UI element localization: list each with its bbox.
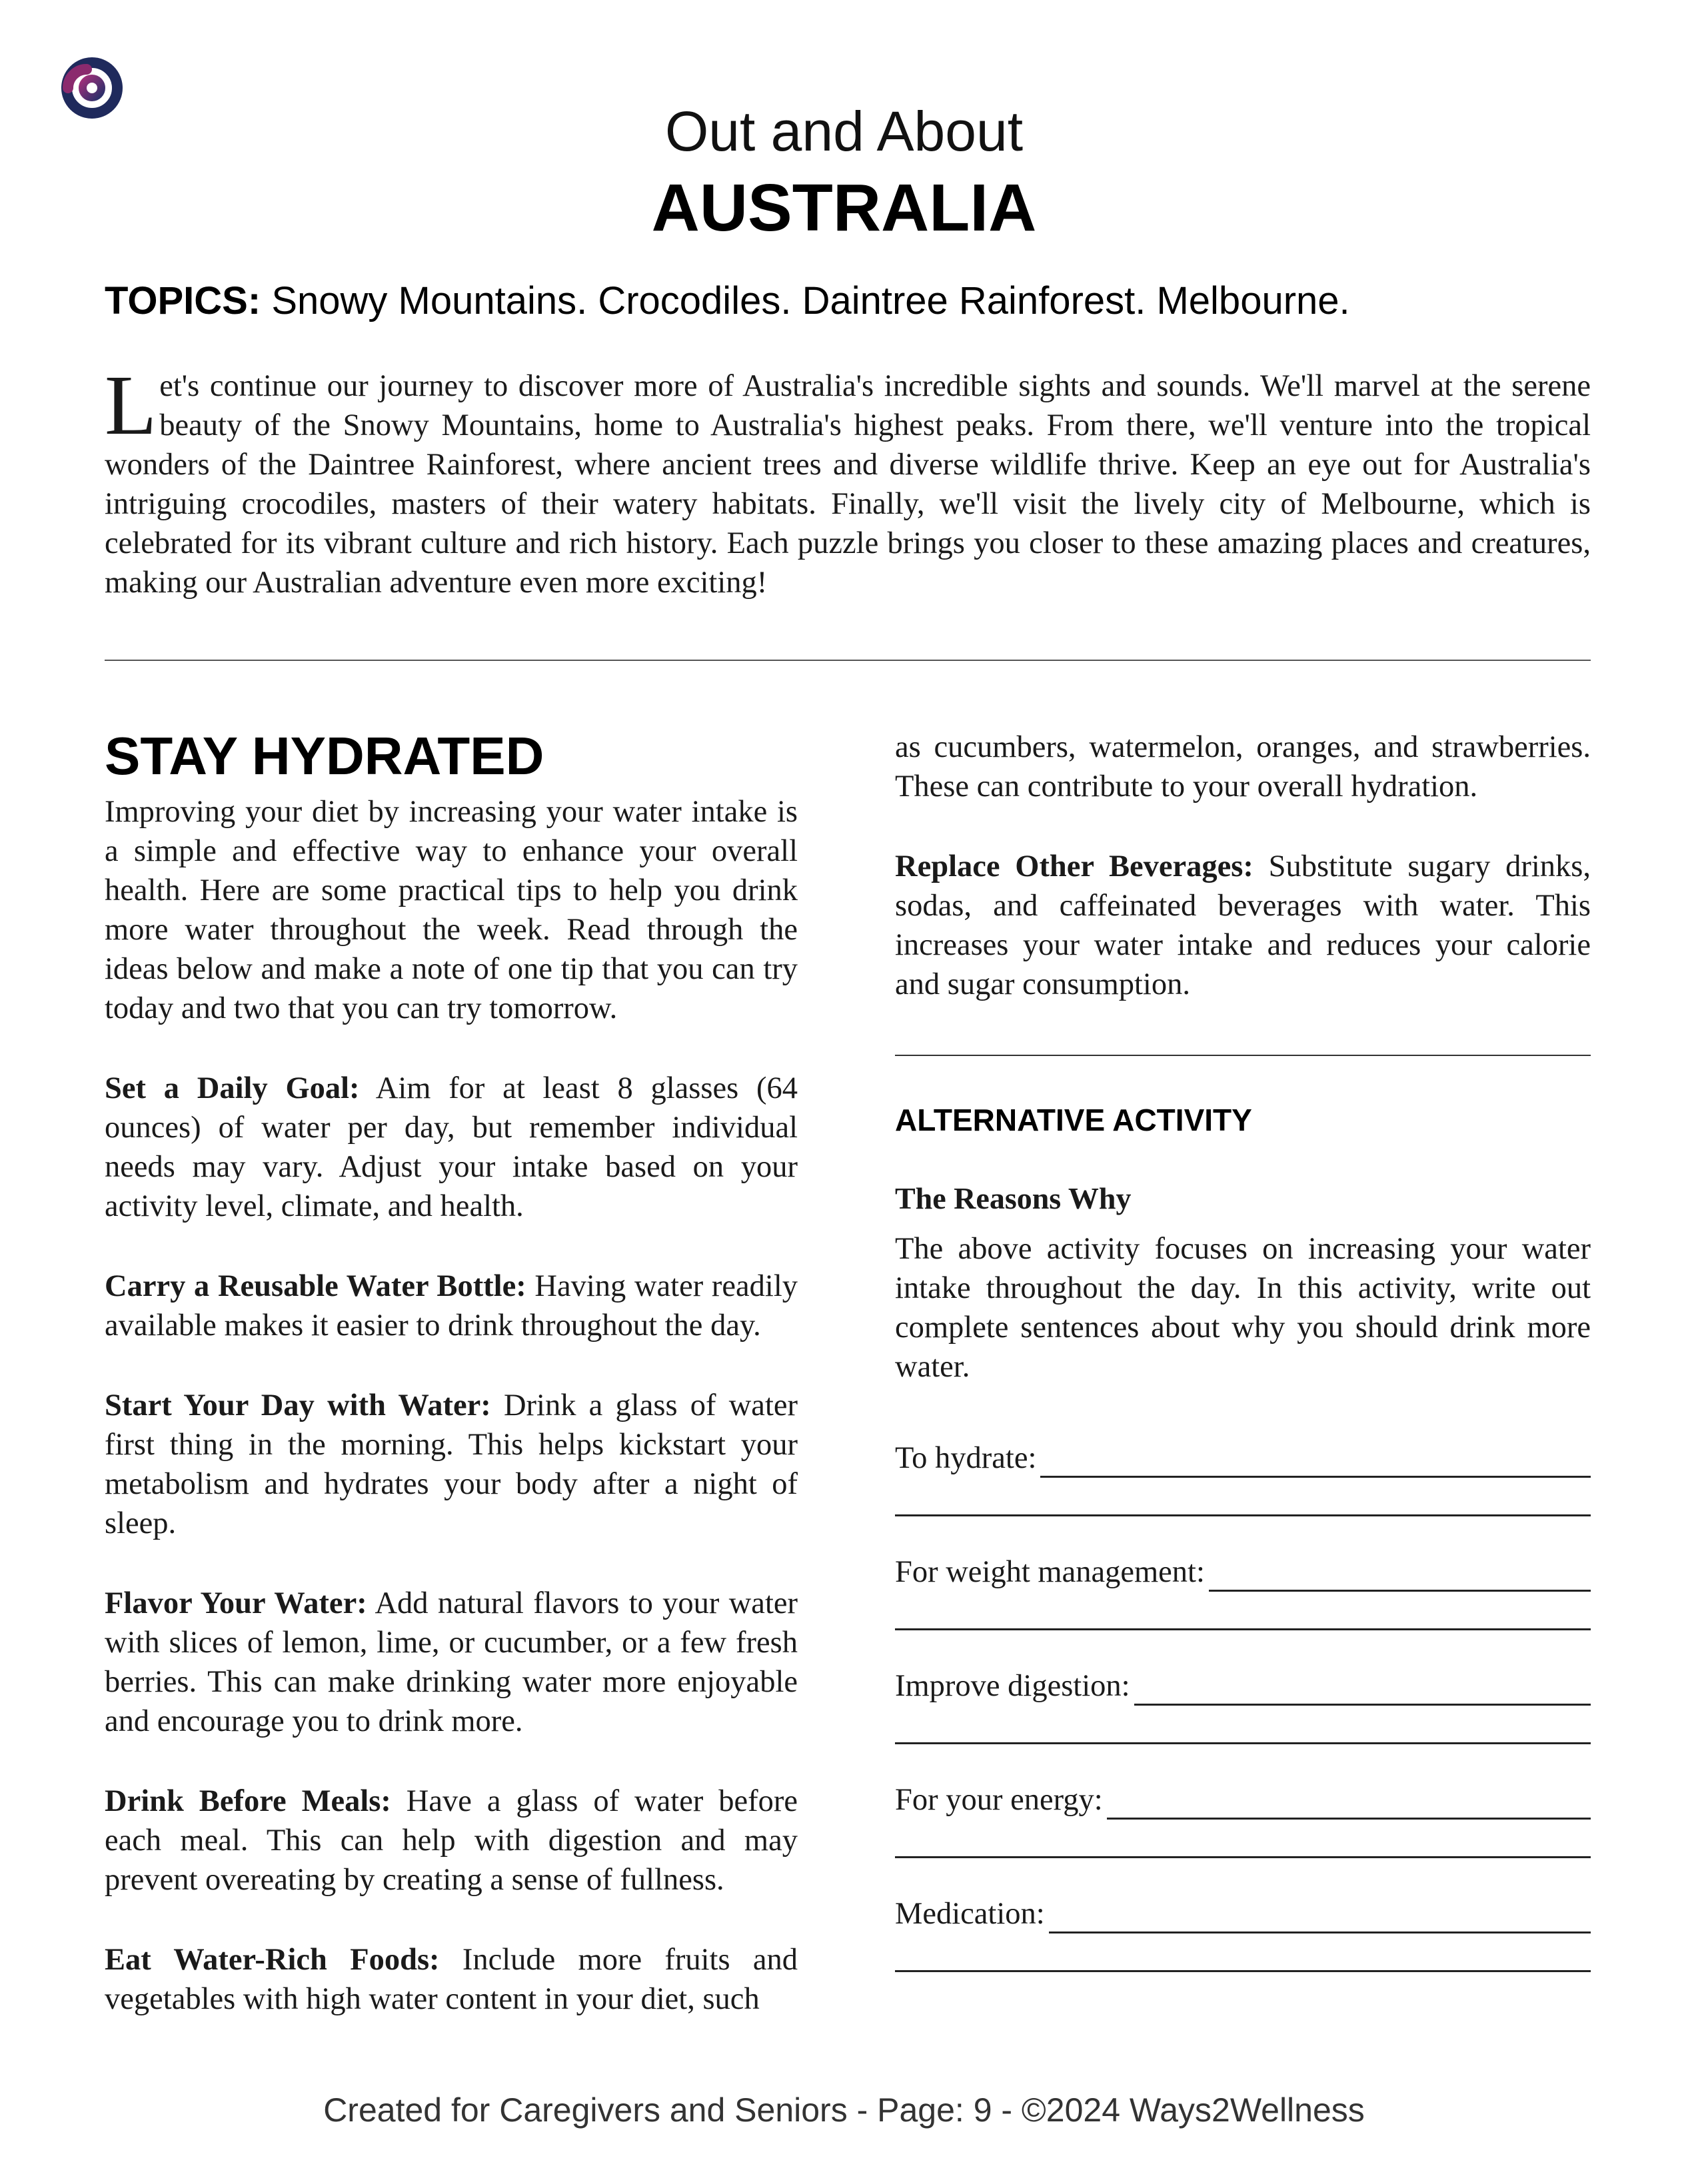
tip-text: Have a glass of water before each meal. This can help with digestion and may prevent overeating by creating a sense of fullness. [105, 1784, 798, 1897]
prompt-label: For your energy: [895, 1783, 1103, 1817]
tip-text: Include more fruits and vegetables with high water content in your diet, such [105, 1943, 798, 2016]
topics-line [105, 274, 1591, 328]
tip-label: Start Your Day with Water: [105, 1388, 491, 1422]
tip-label: Set a Daily Goal: [105, 1071, 360, 1105]
topics-text: Snowy Mountains. Crocodiles. Daintree Rainforest. Melbourne. [271, 279, 1350, 322]
tip-label: Flavor Your Water: [105, 1586, 367, 1620]
prompt-row [895, 1552, 1591, 1592]
alternative-activity-title: ALTERNATIVE ACTIVITY [895, 1103, 1252, 1137]
tip-text: Having water readily available makes it easier to drink throughout the day. [105, 1269, 798, 1343]
tip-text: Drink a glass of water first thing in the morning. This helps kickstart your metabolism and hydrates your body after a night of sleep. [105, 1388, 798, 1540]
tip-text: Aim for at least 8 glasses (64 ounces) of water per day, but remember individual needs may vary. Adjust your intake based on your activity level, climate, and health. [105, 1071, 798, 1223]
answer-line[interactable] [1107, 1790, 1591, 1820]
answer-line[interactable] [895, 1628, 1591, 1630]
tip-flavor [105, 1584, 798, 1741]
tip-before-meals [105, 1782, 798, 1900]
answer-line[interactable] [895, 1742, 1591, 1744]
answer-line[interactable] [895, 1970, 1591, 1972]
prompt-row [895, 1780, 1591, 1820]
section-divider [105, 660, 1591, 661]
intro-text: et's continue our journey to discover more of Australia's incredible sights and sounds. We'll marvel at the serene beauty of the Snowy Mountains, home to Australia's highest peaks. From there, we'll venture into the tropical wonders of the Daintree Rainforest, where ancient trees and diverse wildlife thrive. Keep an eye out for Australia's intriguing crocodiles, masters of their watery habitats. Finally, we'll visit the lively city of Melbourne, which is celebrated for its vibrant culture and rich history. Each puzzle brings you closer to these amazing places and creatures, making our Australian adventure even more exciting! [105, 369, 1591, 600]
reasons-why-title: The Reasons Why [895, 1181, 1132, 1215]
tip-daily-goal [105, 1069, 798, 1226]
answer-line[interactable] [1040, 1448, 1591, 1478]
right-column [895, 728, 1591, 1972]
column-divider [895, 1055, 1591, 1056]
tip-label: Eat Water-Rich Foods: [105, 1943, 440, 1977]
topics-label: TOPICS: [105, 279, 261, 322]
prompt-row [895, 1894, 1591, 1933]
tip-start-day [105, 1386, 798, 1543]
prompt-label: To hydrate: [895, 1441, 1037, 1475]
page-header [0, 95, 1688, 248]
tip-label: Carry a Reusable Water Bottle: [105, 1269, 526, 1303]
answer-line[interactable] [1049, 1904, 1591, 1933]
water-rich-continued: as cucumbers, watermelon, oranges, and strawberries. These can contribute to your overall hydration. [895, 730, 1591, 804]
writing-prompts [895, 1438, 1591, 1972]
tip-label: Drink Before Meals: [105, 1784, 391, 1818]
tip-water-rich-foods [105, 1940, 798, 2019]
reasons-why-text: The above activity focuses on increasing your water intake throughout the day. In this activity, write out complete sentences about why you should drink more water. [895, 1232, 1591, 1384]
prompt-label: Improve digestion: [895, 1669, 1130, 1703]
tip-text: Substitute sugary drinks, sodas, and caffeinated beverages with water. This increases your water intake and reduces your calorie and sugar consumption. [895, 849, 1591, 1001]
stay-hydrated-intro: Improving your diet by increasing your water intake is a simple and effective way to enhance your overall health. Here are some practical tips to help you drink more water throughout the week. Read through the ideas below and make a note of one tip that you can try today and two that you can try tomorrow. [105, 795, 798, 1025]
tip-replace-beverages [895, 847, 1591, 1004]
answer-line[interactable] [895, 1856, 1591, 1858]
intro-dropcap: L [105, 358, 157, 452]
tip-text: Add natural flavors to your water with slices of lemon, lime, or cucumber, or a few fresh berries. This can make drinking water more enjoyable and encourage you to drink more. [105, 1586, 798, 1738]
page-subtitle: Out and About [664, 100, 1024, 163]
prompt-label: For weight management: [895, 1555, 1205, 1589]
answer-line[interactable] [1209, 1562, 1591, 1592]
intro-paragraph [105, 358, 1591, 602]
page-footer: Created for Caregivers and Seniors - Page: 9 - ©2024 Ways2Wellness [323, 2091, 1365, 2129]
answer-line[interactable] [1134, 1676, 1591, 1706]
tip-label: Replace Other Beverages: [895, 849, 1254, 883]
answer-line[interactable] [895, 1514, 1591, 1516]
prompt-row [895, 1666, 1591, 1706]
tip-reusable-bottle [105, 1267, 798, 1345]
stay-hydrated-title: STAY HYDRATED [105, 726, 544, 786]
prompt-row [895, 1438, 1591, 1478]
left-column [105, 723, 798, 2019]
prompt-label: Medication: [895, 1897, 1045, 1931]
page-title: AUSTRALIA [651, 171, 1037, 245]
